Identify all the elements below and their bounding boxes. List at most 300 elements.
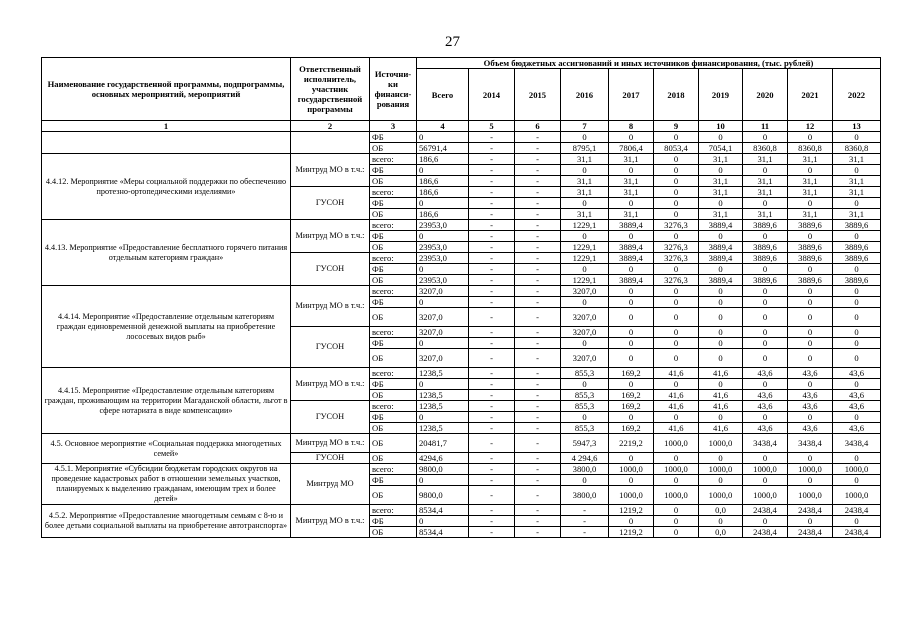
value-cell: 169,2	[609, 401, 654, 412]
value-total: 8534,4	[417, 505, 469, 516]
value-cell: 3800,0	[561, 486, 609, 505]
value-cell: 43,6	[743, 423, 788, 434]
value-cell: 0	[743, 412, 788, 423]
value-cell: 1000,0	[743, 486, 788, 505]
value-cell: 1229,1	[561, 253, 609, 264]
value-cell: 0	[743, 231, 788, 242]
value-cell: 0	[699, 338, 743, 349]
value-total: 9800,0	[417, 464, 469, 475]
value-cell: -	[469, 464, 515, 475]
funding-source: ОБ	[370, 176, 417, 187]
value-cell: 8360,8	[788, 143, 833, 154]
value-cell: 31,1	[561, 176, 609, 187]
value-cell: 3889,4	[609, 242, 654, 253]
value-cell: -	[469, 453, 515, 464]
funding-source: ОБ	[370, 423, 417, 434]
value-cell: -	[515, 286, 561, 297]
value-cell: -	[469, 198, 515, 209]
funding-source: ОБ	[370, 390, 417, 401]
value-cell: 3889,6	[788, 242, 833, 253]
value-cell: -	[469, 176, 515, 187]
value-cell: 31,1	[833, 187, 881, 198]
value-cell: 31,1	[788, 154, 833, 165]
value-cell: -	[469, 308, 515, 327]
value-cell: -	[469, 390, 515, 401]
value-cell: 0	[654, 297, 699, 308]
activity-name: 4.4.14. Мероприятие «Предоставление отдельным категориям граждан единовременной денежной выплаты на приобретение лососевых видов рыб»	[42, 286, 291, 368]
value-total: 1238,5	[417, 390, 469, 401]
value-cell: 0	[833, 165, 881, 176]
value-cell: 3889,6	[743, 242, 788, 253]
value-cell: 3800,0	[561, 464, 609, 475]
value-cell: 41,6	[699, 423, 743, 434]
value-cell: 0	[699, 165, 743, 176]
value-cell: -	[515, 338, 561, 349]
value-cell: 3889,6	[833, 220, 881, 231]
table-row	[42, 132, 881, 143]
value-cell: 0	[654, 516, 699, 527]
value-cell: 0	[654, 286, 699, 297]
value-cell: 3207,0	[561, 308, 609, 327]
value-cell: 2438,4	[788, 527, 833, 538]
value-cell: -	[561, 505, 609, 516]
value-cell: -	[469, 132, 515, 143]
value-cell: 0	[699, 297, 743, 308]
value-cell: 0	[788, 231, 833, 242]
column-number: 6	[515, 121, 561, 132]
value-total: 0	[417, 516, 469, 527]
value-cell: 0	[561, 198, 609, 209]
funding-source: ОБ	[370, 527, 417, 538]
activity-name: 4.4.12. Мероприятие «Меры социальной поддержки по обеспечению протезно-ортопедическими изделиями»	[42, 154, 291, 220]
header-name: Наименование государственной программы, подпрограммы, основных мероприятий, мероприятий	[42, 58, 291, 121]
value-cell: -	[515, 401, 561, 412]
budget-table	[41, 57, 881, 538]
value-cell: -	[469, 505, 515, 516]
value-cell: 1000,0	[699, 434, 743, 453]
value-cell: 43,6	[833, 368, 881, 379]
value-cell: 0	[788, 379, 833, 390]
value-cell: 43,6	[743, 390, 788, 401]
value-cell: 0	[788, 475, 833, 486]
value-cell: 0	[654, 327, 699, 338]
value-cell: 0	[743, 286, 788, 297]
value-cell: 855,3	[561, 390, 609, 401]
value-cell: 3438,4	[788, 434, 833, 453]
value-cell: -	[515, 297, 561, 308]
activity-name: 4.5.1. Мероприятие «Субсидии бюджетам городских округов на проведение кадастровых работ в отношении земельных участков, планируемых к выделению гражданам, имеющим трех и более детей»	[42, 464, 291, 505]
value-cell: 0	[561, 165, 609, 176]
value-total: 0	[417, 165, 469, 176]
value-cell: 43,6	[833, 423, 881, 434]
value-cell: 3276,3	[654, 275, 699, 286]
value-cell: 0	[609, 165, 654, 176]
value-cell: 855,3	[561, 401, 609, 412]
funding-source: ФБ	[370, 165, 417, 176]
value-cell: -	[469, 412, 515, 423]
value-cell: 0	[654, 453, 699, 464]
value-cell: 0,0	[699, 505, 743, 516]
funding-source: ОБ	[370, 275, 417, 286]
value-cell: -	[469, 423, 515, 434]
funding-source: ОБ	[370, 453, 417, 464]
value-total: 0	[417, 338, 469, 349]
column-number: 13	[833, 121, 881, 132]
value-cell: 2219,2	[609, 434, 654, 453]
value-cell: 3276,3	[654, 220, 699, 231]
column-number: 10	[699, 121, 743, 132]
value-cell: 3207,0	[561, 327, 609, 338]
value-cell: 1000,0	[654, 486, 699, 505]
value-cell: 0	[654, 165, 699, 176]
value-cell: 0	[743, 165, 788, 176]
value-cell: 3889,6	[833, 253, 881, 264]
value-cell: -	[515, 264, 561, 275]
value-cell: 0	[654, 176, 699, 187]
value-cell: 0	[609, 453, 654, 464]
table-row	[42, 505, 881, 516]
value-cell: -	[469, 165, 515, 176]
value-cell: 0	[699, 327, 743, 338]
value-cell: 3889,4	[699, 253, 743, 264]
value-total: 56791,4	[417, 143, 469, 154]
value-cell: 0	[743, 338, 788, 349]
value-cell: 31,1	[561, 154, 609, 165]
funding-source: всего:	[370, 220, 417, 231]
value-total: 3207,0	[417, 327, 469, 338]
header-funding-group: Объем бюджетных ассигнований и иных источников финансирования, (тыс. рублей)	[417, 58, 881, 69]
value-cell: 855,3	[561, 368, 609, 379]
value-cell: 0	[833, 516, 881, 527]
value-total: 23953,0	[417, 242, 469, 253]
value-total: 23953,0	[417, 275, 469, 286]
value-total: 0	[417, 412, 469, 423]
value-cell: -	[469, 209, 515, 220]
value-cell: -	[515, 475, 561, 486]
value-cell: -	[469, 253, 515, 264]
value-cell: 0	[788, 327, 833, 338]
value-cell: 0	[833, 327, 881, 338]
value-cell: 0	[743, 308, 788, 327]
column-number: 4	[417, 121, 469, 132]
value-total: 1238,5	[417, 423, 469, 434]
value-cell: 0	[788, 349, 833, 368]
value-cell: -	[469, 368, 515, 379]
value-cell: 0	[743, 132, 788, 143]
value-cell: 3889,6	[788, 275, 833, 286]
value-cell: 0	[788, 165, 833, 176]
value-cell: 0	[609, 516, 654, 527]
value-cell: 3889,6	[743, 220, 788, 231]
value-cell: 3889,4	[699, 275, 743, 286]
value-cell: 0	[699, 132, 743, 143]
value-cell: 3207,0	[561, 349, 609, 368]
value-cell: 0	[743, 198, 788, 209]
executor-name	[291, 132, 370, 154]
value-cell: 41,6	[699, 368, 743, 379]
value-cell: 1000,0	[833, 464, 881, 475]
value-cell: -	[469, 379, 515, 390]
value-cell: 0	[654, 412, 699, 423]
value-cell: 3889,4	[699, 220, 743, 231]
executor-name: ГУСОН	[291, 253, 370, 286]
value-cell: 8795,1	[561, 143, 609, 154]
value-cell: 3889,4	[609, 220, 654, 231]
value-cell: 31,1	[609, 209, 654, 220]
executor-name: ГУСОН	[291, 187, 370, 220]
activity-name: 4.4.15. Мероприятие «Предоставление отдельным категориям граждан, проживающим на территории Магаданской области, льгот в сфере нотариата в виде компенсации»	[42, 368, 291, 434]
value-total: 0	[417, 297, 469, 308]
value-cell: -	[515, 368, 561, 379]
value-total: 0	[417, 475, 469, 486]
value-cell: -	[469, 154, 515, 165]
funding-source: ОБ	[370, 143, 417, 154]
value-cell: 0	[699, 264, 743, 275]
value-cell: 8360,8	[833, 143, 881, 154]
value-cell: 41,6	[699, 401, 743, 412]
value-cell: 3889,6	[743, 275, 788, 286]
value-cell: 31,1	[788, 209, 833, 220]
value-cell: 41,6	[654, 390, 699, 401]
value-cell: 0	[833, 297, 881, 308]
value-cell: 3889,6	[743, 253, 788, 264]
value-cell: -	[561, 516, 609, 527]
funding-source: всего:	[370, 368, 417, 379]
value-cell: 31,1	[788, 176, 833, 187]
table-row	[42, 286, 881, 297]
value-cell: 0	[654, 475, 699, 486]
header-source: Источни-ки финанси-рования	[370, 58, 417, 121]
value-cell: 1000,0	[788, 464, 833, 475]
value-cell: -	[515, 242, 561, 253]
value-cell: 0	[654, 198, 699, 209]
value-cell: 43,6	[788, 423, 833, 434]
value-cell: -	[515, 253, 561, 264]
funding-source: ОБ	[370, 434, 417, 453]
funding-source: ОБ	[370, 308, 417, 327]
value-cell: 0	[833, 453, 881, 464]
value-cell: -	[515, 349, 561, 368]
value-cell: 0	[654, 154, 699, 165]
value-cell: 855,3	[561, 423, 609, 434]
value-cell: 3438,4	[743, 434, 788, 453]
header-executor: Ответственный исполнитель, участник государственной программы	[291, 58, 370, 121]
value-cell: 169,2	[609, 390, 654, 401]
funding-source: ФБ	[370, 132, 417, 143]
value-cell: -	[515, 165, 561, 176]
value-total: 3207,0	[417, 349, 469, 368]
executor-name: Минтруд МО в т.ч.:	[291, 505, 370, 538]
funding-source: всего:	[370, 401, 417, 412]
header-year: 2022	[833, 69, 881, 121]
value-total: 186,6	[417, 187, 469, 198]
funding-source: ОБ	[370, 209, 417, 220]
value-cell: -	[515, 486, 561, 505]
value-cell: -	[561, 527, 609, 538]
value-cell: 0	[561, 379, 609, 390]
value-cell: -	[515, 132, 561, 143]
value-cell: 41,6	[654, 423, 699, 434]
funding-source: всего:	[370, 187, 417, 198]
value-cell: -	[469, 275, 515, 286]
value-cell: 0	[654, 349, 699, 368]
column-number: 2	[291, 121, 370, 132]
value-cell: 0	[833, 264, 881, 275]
value-cell: 0	[654, 187, 699, 198]
column-number: 7	[561, 121, 609, 132]
value-cell: -	[469, 401, 515, 412]
value-cell: 2438,4	[743, 527, 788, 538]
value-cell: 0	[743, 349, 788, 368]
value-cell: 1000,0	[833, 486, 881, 505]
value-cell: 0	[833, 198, 881, 209]
value-cell: 31,1	[743, 209, 788, 220]
value-cell: -	[469, 516, 515, 527]
funding-source: ФБ	[370, 297, 417, 308]
value-total: 1238,5	[417, 401, 469, 412]
value-total: 0	[417, 264, 469, 275]
value-cell: 0	[743, 379, 788, 390]
executor-name: ГУСОН	[291, 453, 370, 464]
value-cell: -	[515, 187, 561, 198]
value-total: 186,6	[417, 209, 469, 220]
value-cell: 0	[788, 132, 833, 143]
funding-source: ФБ	[370, 338, 417, 349]
value-cell: 0	[743, 264, 788, 275]
value-cell: 0	[609, 198, 654, 209]
table-row	[42, 368, 881, 379]
value-cell: 0	[699, 453, 743, 464]
value-cell: 0	[654, 132, 699, 143]
table-row	[42, 154, 881, 165]
value-cell: 41,6	[699, 390, 743, 401]
value-cell: 0	[609, 412, 654, 423]
value-cell: 0	[833, 379, 881, 390]
value-cell: -	[515, 275, 561, 286]
value-cell: 0	[654, 308, 699, 327]
funding-source: всего:	[370, 464, 417, 475]
value-cell: 43,6	[788, 368, 833, 379]
value-cell: 0	[788, 297, 833, 308]
value-cell: 0	[788, 516, 833, 527]
value-total: 186,6	[417, 176, 469, 187]
value-cell: -	[515, 220, 561, 231]
header-year: 2021	[788, 69, 833, 121]
value-cell: -	[469, 143, 515, 154]
value-cell: 0	[743, 475, 788, 486]
funding-source: ФБ	[370, 412, 417, 423]
value-cell: 0	[654, 338, 699, 349]
value-cell: 3889,4	[609, 275, 654, 286]
column-number: 8	[609, 121, 654, 132]
table-row	[42, 464, 881, 475]
value-total: 3207,0	[417, 308, 469, 327]
value-cell: -	[469, 434, 515, 453]
value-cell: 0	[788, 453, 833, 464]
funding-source: ФБ	[370, 379, 417, 390]
value-cell: 0	[743, 453, 788, 464]
column-number: 1	[42, 121, 291, 132]
value-cell: 0	[743, 327, 788, 338]
value-cell: 0	[654, 264, 699, 275]
value-cell: 1000,0	[609, 464, 654, 475]
value-cell: 0	[609, 297, 654, 308]
value-cell: -	[469, 242, 515, 253]
funding-source: ОБ	[370, 486, 417, 505]
value-cell: 0	[833, 338, 881, 349]
value-cell: -	[515, 505, 561, 516]
page-number: 27	[445, 34, 460, 50]
activity-name: 4.5. Основное мероприятие «Социальная поддержка многодетных семей»	[42, 434, 291, 464]
value-cell: 1229,1	[561, 242, 609, 253]
value-cell: 43,6	[788, 390, 833, 401]
value-cell: 3889,6	[788, 220, 833, 231]
value-cell: -	[469, 527, 515, 538]
value-cell: -	[515, 198, 561, 209]
value-cell: -	[515, 464, 561, 475]
value-cell: 43,6	[833, 401, 881, 412]
value-cell: -	[469, 349, 515, 368]
header-year: 2017	[609, 69, 654, 121]
value-cell: 0	[561, 338, 609, 349]
value-cell: 0	[654, 505, 699, 516]
value-cell: 169,2	[609, 368, 654, 379]
value-cell: 3889,4	[609, 253, 654, 264]
activity-name: 4.4.13. Мероприятие «Предоставление бесплатного горячего питания отдельным категориям граждан»	[42, 220, 291, 286]
value-cell: 31,1	[561, 187, 609, 198]
funding-source: ОБ	[370, 242, 417, 253]
table-row	[42, 434, 881, 453]
value-cell: 0	[654, 209, 699, 220]
value-cell: 31,1	[833, 176, 881, 187]
page-bottom-edge	[0, 633, 905, 634]
value-cell: -	[515, 327, 561, 338]
value-cell: 0	[609, 327, 654, 338]
value-total: 20481,7	[417, 434, 469, 453]
value-cell: 1000,0	[654, 434, 699, 453]
column-number: 5	[469, 121, 515, 132]
value-cell: 0	[561, 297, 609, 308]
value-cell: 0	[833, 475, 881, 486]
executor-name: Минтруд МО в т.ч.:	[291, 434, 370, 453]
value-cell: -	[469, 220, 515, 231]
value-cell: 0	[654, 379, 699, 390]
value-cell: 4 294,6	[561, 453, 609, 464]
column-number: 11	[743, 121, 788, 132]
value-total: 23953,0	[417, 253, 469, 264]
value-total: 0	[417, 198, 469, 209]
value-cell: -	[469, 297, 515, 308]
value-cell: -	[515, 527, 561, 538]
funding-source: ОБ	[370, 349, 417, 368]
header-year: 2015	[515, 69, 561, 121]
value-cell: 0	[609, 338, 654, 349]
value-cell: 43,6	[833, 390, 881, 401]
value-cell: 3438,4	[833, 434, 881, 453]
value-cell: 31,1	[609, 154, 654, 165]
value-cell: -	[469, 486, 515, 505]
value-cell: 0	[561, 231, 609, 242]
value-cell: -	[469, 264, 515, 275]
value-cell: 8053,4	[654, 143, 699, 154]
value-total: 4294,6	[417, 453, 469, 464]
header-year: 2014	[469, 69, 515, 121]
value-cell: 5947,3	[561, 434, 609, 453]
value-cell: 0	[788, 412, 833, 423]
value-total: 0	[417, 231, 469, 242]
value-cell: -	[469, 231, 515, 242]
value-cell: 31,1	[699, 176, 743, 187]
